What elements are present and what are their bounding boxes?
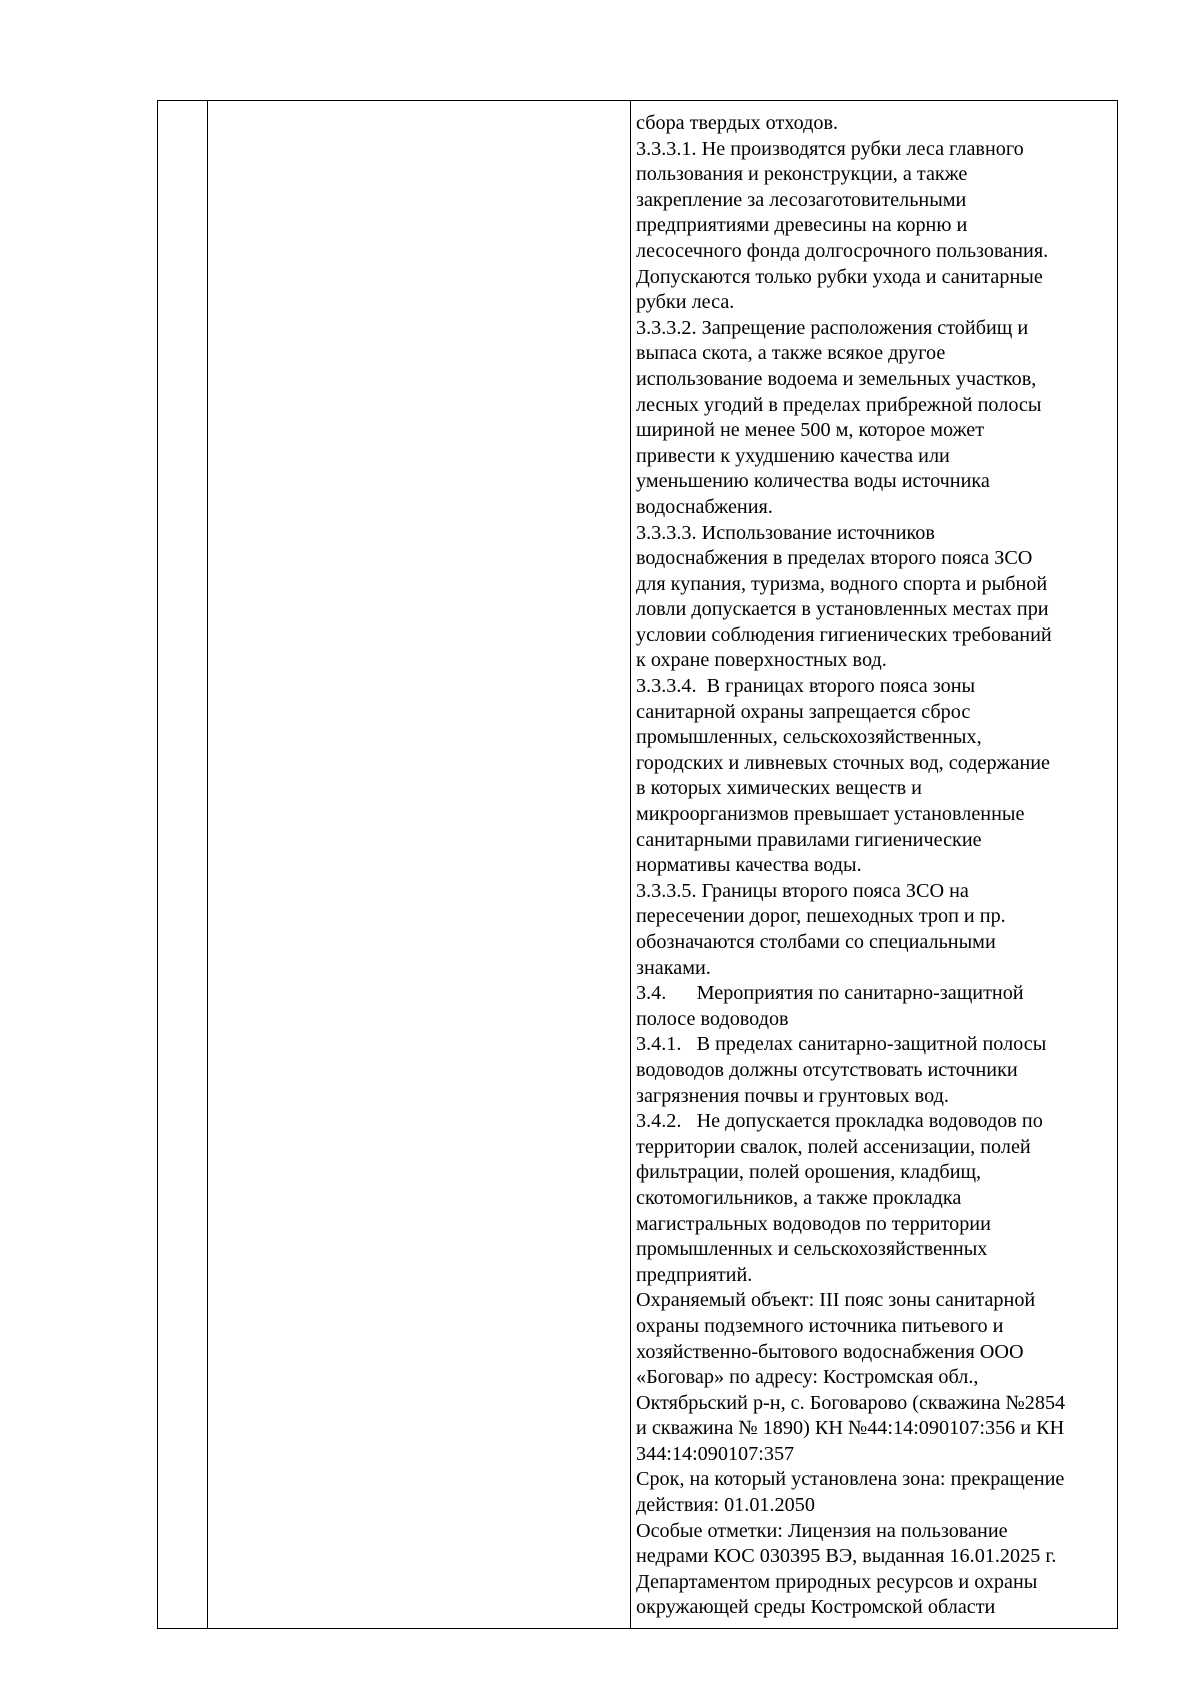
content-line: предприятиями древесины на корню и xyxy=(636,214,968,237)
content-line: лесных угодий в пределах прибрежной полосы xyxy=(636,393,1042,416)
content-line: 3.3.3.1. Не производятся рубки леса главного xyxy=(636,137,1024,160)
content-line: уменьшению количества воды источника xyxy=(636,470,990,493)
content-line: 3.3.3.5. Границы второго пояса ЗСО на xyxy=(636,879,969,902)
content-line: Допускаются только рубки ухода и санитарные xyxy=(636,265,1043,288)
content-line: Срок, на который установлена зона: прекращение xyxy=(636,1468,1065,1491)
content-line: охраны подземного источника питьевого и xyxy=(636,1314,1004,1337)
content-line: ловли допускается в установленных местах при xyxy=(636,598,1049,621)
content-line: и скважина № 1890) КН №44:14:090107:356 и КН xyxy=(636,1417,1065,1440)
content-line: для купания, туризма, водного спорта и рыбной xyxy=(636,572,1048,595)
content-line: территории свалок, полей ассенизации, полей xyxy=(636,1135,1031,1158)
content-line: сбора твердых отходов. xyxy=(636,112,839,134)
content-line: скотомогильников, а также прокладка xyxy=(636,1186,962,1209)
content-line: использование водоема и земельных участков, xyxy=(636,367,1037,390)
content-line: городских и ливневых сточных вод, содержание xyxy=(636,751,1051,774)
content-line: 344:14:090107:357 xyxy=(636,1442,795,1465)
content-line: знаками. xyxy=(636,956,711,979)
content-line: предприятий. xyxy=(636,1263,753,1286)
content-line: закрепление за лесозаготовительными xyxy=(636,188,967,211)
content-line: выпаса скота, а также всякое другое xyxy=(636,342,946,365)
content-line: 3.3.3.3. Использование источников xyxy=(636,521,935,544)
content-line: Особые отметки: Лицензия на пользование xyxy=(636,1519,1008,1542)
content-line: Октябрьский р-н, с. Боговарово (скважина №2854 xyxy=(636,1391,1066,1414)
content-line: условии соблюдения гигиенических требований xyxy=(636,623,1052,646)
content-line: санитарными правилами гигиенические xyxy=(636,828,982,851)
content-line: хозяйственно-бытового водоснабжения ООО xyxy=(636,1340,1024,1363)
row-content-cell xyxy=(636,111,1116,1621)
content-line: 3.3.3.4. В границах второго пояса зоны xyxy=(636,675,976,698)
content-line: окружающей среды Костромской области xyxy=(636,1596,996,1619)
content-line: лесосечного фонда долгосрочного пользования. xyxy=(636,239,1049,262)
content-line: Департаментом природных ресурсов и охраны xyxy=(636,1570,1038,1593)
content-line: санитарной охраны запрещается сброс xyxy=(636,700,971,723)
content-line: водоснабжения. xyxy=(636,495,773,518)
document-table xyxy=(157,100,1118,1629)
content-line: Охраняемый объект: III пояс зоны санитарной xyxy=(636,1289,1036,1312)
content-line: пользования и реконструкции, а также xyxy=(636,163,968,186)
content-line: водоснабжения в пределах второго пояса ЗСО xyxy=(636,547,1033,570)
content-line: 3.4. Мероприятия по санитарно-защитной xyxy=(636,982,1024,1005)
content-line: рубки леса. xyxy=(636,291,735,314)
content-line: в которых химических веществ и xyxy=(636,777,922,800)
content-line: действия: 01.01.2050 xyxy=(636,1494,815,1517)
content-line: привести к ухудшению качества или xyxy=(636,444,950,467)
content-line: микроорганизмов превышает установленные xyxy=(636,803,1025,826)
content-line: обозначаются столбами со специальными xyxy=(636,931,996,953)
content-line: «Боговар» по адресу: Костромская обл., xyxy=(636,1366,979,1389)
content-line: 3.4.2. Не допускается прокладка водоводов по xyxy=(636,1110,1043,1133)
content-line: нормативы качества воды. xyxy=(636,854,862,877)
content-line: водоводов должны отсутствовать источники xyxy=(636,1058,1018,1081)
content-line: 3.3.3.2. Запрещение расположения стойбищ и xyxy=(636,316,1029,339)
content-line: магистральных водоводов по территории xyxy=(636,1212,991,1235)
content-line: шириной не менее 500 м, которое может xyxy=(636,419,985,442)
content-line: промышленных, сельскохозяйственных, xyxy=(636,726,982,749)
content-line: загрязнения почвы и грунтовых вод. xyxy=(636,1084,949,1107)
row-number-cell xyxy=(158,101,207,1628)
content-line: к охране поверхностных вод. xyxy=(636,649,887,672)
content-line: фильтрации, полей орошения, кладбищ, xyxy=(636,1161,982,1184)
content-line: промышленных и сельскохозяйственных xyxy=(636,1238,988,1261)
content-line: полосе водоводов xyxy=(636,1007,789,1030)
content-line: пересечении дорог, пешеходных троп и пр. xyxy=(636,905,1006,928)
content-line: недрами КОС 030395 ВЭ, выданная 16.01.2025 г. xyxy=(636,1545,1057,1568)
content-line: 3.4.1. В пределах санитарно-защитной полосы xyxy=(636,1033,1047,1056)
column-divider-2 xyxy=(630,101,631,1628)
row-name-cell xyxy=(208,101,630,1628)
